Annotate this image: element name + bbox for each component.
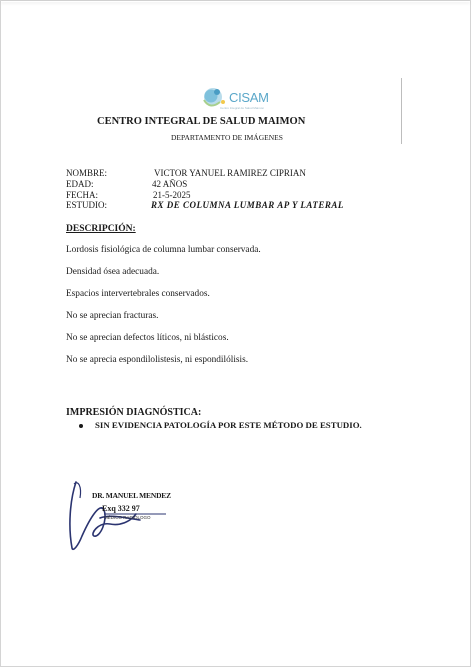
age-label: EDAD: <box>66 179 94 189</box>
finding-item: No se aprecia espondilolistesis, ni espondilólisis. <box>66 355 249 365</box>
signature-title: MÉDICO RADIÓLOGO <box>104 515 151 520</box>
age-value: 42 AÑOS <box>152 179 188 189</box>
finding-item: Espacios intervertebrales conservados. <box>66 289 210 299</box>
bullet-icon <box>79 424 83 428</box>
finding-item: No se aprecian fracturas. <box>66 311 159 321</box>
date-value: 21-5-2025 <box>153 190 191 200</box>
signature-scribble-icon <box>60 474 190 554</box>
name-label: NOMBRE: <box>66 168 108 178</box>
study-value: RX DE COLUMNA LUMBAR AP Y LATERAL <box>151 200 344 210</box>
description-heading: DESCRIPCIÓN: <box>66 224 136 234</box>
signature-name: DR. MANUEL MENDEZ <box>92 491 171 500</box>
logo-brand: CISAM <box>229 90 269 105</box>
name-value: VICTOR YANUEL RAMIREZ CIPRIAN <box>154 168 306 178</box>
finding-item: Densidad ósea adecuada. <box>66 267 160 277</box>
study-label: ESTUDIO: <box>66 200 107 210</box>
impression-text: SIN EVIDENCIA PATOLOGÍA POR ESTE MÉTODO DE ESTUDIO. <box>95 420 362 430</box>
finding-item: Lordosis fisiológica de columna lumbar conservada. <box>66 245 261 255</box>
margin-rule <box>401 78 402 144</box>
impression-heading: IMPRESIÓN DIAGNÓSTICA: <box>66 407 202 418</box>
date-label: FECHA: <box>66 190 99 200</box>
logo-tagline: Centro Integral de Salud Maimon <box>220 106 265 110</box>
finding-item: No se aprecian defectos líticos, ni blásticos. <box>66 333 229 343</box>
department-name: DEPARTAMENTO DE IMÁGENES <box>171 133 283 142</box>
clinic-title: CENTRO INTEGRAL DE SALUD MAIMON <box>97 116 306 127</box>
signature-registration: Exq 332 97 <box>102 504 140 513</box>
